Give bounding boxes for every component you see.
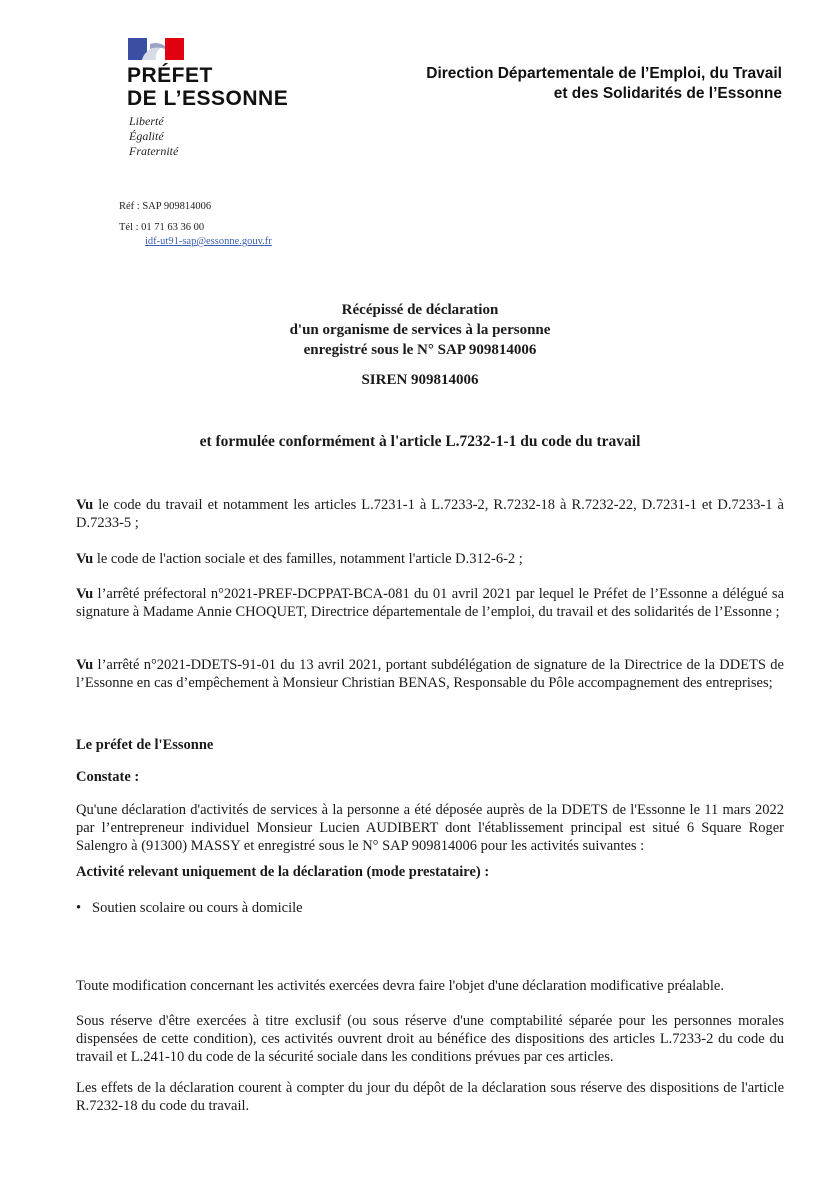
vu-lead: Vu [76, 586, 94, 602]
title-line1: Récépissé de déclaration [341, 302, 499, 318]
department-line1: Direction Départementale de l’Emploi, du Travail [426, 65, 782, 82]
modification-paragraph: Toute modification concernant les activités exercées devra faire l'objet d'une déclaration modificative préalable. [76, 978, 724, 994]
republic-motto [129, 114, 178, 159]
effets-paragraph: Les effets de la déclaration courent à compter du jour du dépôt de la déclaration sous réserve des dispositions de l'article R.7232-18 du code du travail. [76, 1080, 784, 1114]
email-link[interactable]: idf-ut91-sap@essonne.gouv.fr [145, 236, 272, 247]
motto-egalite: Égalité [129, 129, 164, 143]
phone-number: Tél : 01 71 63 36 00 [119, 222, 205, 233]
reserve-paragraph: Sous réserve d'être exercées à titre exclusif (ou sous réserve d'une comptabilité séparée pour les personnes morales dispensées de cette condition), ces activités ouvrent droit au bénéfice des dispositions des articles L.7233-2 du code du travail et L.241-10 du code de la sécurité sociale dans les conditions prévues par ces articles. [76, 1013, 784, 1065]
title-line2: d'un organisme de services à la personne [289, 322, 551, 338]
vu-paragraph-4 [76, 656, 784, 692]
vu-text: le code de l'action sociale et des familles, notamment l'article D.312-6-2 ; [93, 551, 523, 567]
prefet-title [127, 64, 288, 110]
prefet-title-line2: DE L’ESSONNE [127, 87, 289, 110]
vu-lead: Vu [76, 657, 94, 673]
constate-heading: Constate : [76, 769, 140, 785]
activity-label: Soutien scolaire ou cours à domicile [92, 900, 303, 916]
vu-lead: Vu [76, 551, 94, 567]
activity-heading: Activité relevant uniquement de la déclaration (mode prestataire) : [76, 864, 490, 880]
department-header [426, 64, 782, 104]
document-title [0, 300, 840, 360]
prefet-title-line1: PRÉFET [127, 64, 213, 87]
constate-paragraph: Qu'une déclaration d'activités de services à la personne a été déposée auprès de la DDETS de l'Essonne le 11 mars 2022 par l’entrepreneur individuel Monsieur Lucien AUDIBERT dont l'établissement principal est situé 6 Square Roger Salengro à (91300) MASSY et enregistré sous le N° SAP 909814006 pour les activités suivantes : [76, 802, 784, 854]
vu-text: l’arrêté préfectoral n°2021-PREF-DCPPAT-BCA-081 du 01 avril 2021 par lequel le Préfet de l’Essonne a délégué sa signature à Madame Annie CHOQUET, Directrice départementale de l’emploi, du travail et des solidarités de l’Essonne ; [76, 586, 784, 620]
activity-list-item [76, 900, 303, 917]
vu-paragraph-2 [76, 550, 784, 568]
siren-number: SIREN 909814006 [361, 372, 479, 388]
reference-number: Réf : SAP 909814006 [119, 201, 212, 212]
bullet-icon: • [76, 900, 82, 916]
marianne-flag-logo [128, 38, 184, 60]
prefet-heading: Le préfet de l'Essonne [76, 737, 214, 753]
vu-paragraph-1 [76, 496, 784, 532]
department-line2: et des Solidarités de l’Essonne [553, 85, 782, 102]
title-line3: enregistré sous le N° SAP 909814006 [303, 342, 537, 358]
article-reference: et formulée conformément à l'article L.7232-1-1 du code du travail [199, 433, 641, 450]
vu-text: le code du travail et notamment les articles L.7231-1 à L.7233-2, R.7232-18 à R.7232-22, D.7231-1 et D.7233-1 à D.7233-5 ; [76, 497, 784, 531]
motto-liberte: Liberté [129, 114, 164, 128]
vu-text: l’arrêté n°2021-DDETS-91-01 du 13 avril 2021, portant subdélégation de signature de la Directrice de la DDETS de l’Essonne en cas d’empêchement à Monsieur Christian BENAS, Responsable du Pôle accompagnement des entreprises; [76, 657, 784, 691]
vu-lead: Vu [76, 497, 94, 513]
motto-fraternite: Fraternité [129, 144, 179, 158]
reference-block [119, 196, 272, 252]
vu-paragraph-3 [76, 585, 784, 621]
